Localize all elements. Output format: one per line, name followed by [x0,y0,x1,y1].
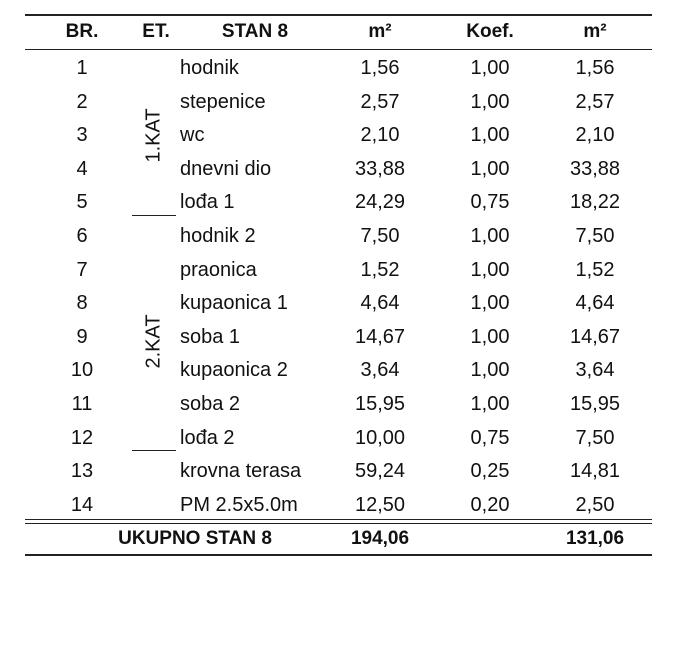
cell-m2-weighted: 2,10 [575,124,615,146]
cell-br: 12 [70,427,94,449]
cell-room-name: lođa 2 [180,427,235,449]
total-rule-upper [25,519,652,520]
cell-br: 11 [71,393,93,415]
cell-koef: 1,00 [470,225,510,247]
cell-m2-weighted: 2,50 [575,494,615,516]
cell-koef: 0,20 [470,494,510,516]
cell-br: 3 [76,124,88,146]
floor-label-1: 1.KAT [142,108,165,163]
total-m2-weighted: 131,06 [565,528,625,549]
floor-separator [132,450,176,451]
cell-m2: 59,24 [354,460,406,482]
bottom-rule [25,554,652,556]
floor-separator [132,215,176,216]
cell-m2-weighted: 15,95 [569,393,621,415]
total-rule-lower [25,523,652,524]
cell-room-name: wc [180,124,205,146]
cell-m2: 10,00 [354,427,406,449]
header-et: ET. [142,21,170,42]
cell-br: 4 [76,158,88,180]
cell-m2-weighted: 1,52 [575,259,615,281]
cell-m2-weighted: 18,22 [569,191,621,213]
cell-room-name: stepenice [180,91,266,113]
cell-room-name: PM 2.5x5.0m [180,494,298,516]
cell-m2: 1,56 [360,57,400,79]
cell-m2-weighted: 14,67 [569,326,621,348]
cell-koef: 0,75 [470,427,510,449]
cell-br: 10 [70,359,94,381]
cell-room-name: soba 2 [180,393,241,415]
cell-room-name: hodnik 2 [180,225,256,247]
cell-koef: 0,25 [470,460,510,482]
cell-room-name: lođa 1 [180,191,235,213]
cell-koef: 1,00 [470,158,510,180]
cell-m2-weighted: 3,64 [575,359,615,381]
cell-m2: 3,64 [360,359,400,381]
cell-br: 5 [76,191,88,213]
cell-br: 7 [76,259,88,281]
cell-koef: 1,00 [470,259,510,281]
cell-m2-weighted: 2,57 [575,91,615,113]
cell-koef: 1,00 [470,91,510,113]
cell-m2: 2,10 [360,124,400,146]
cell-br: 8 [76,292,88,314]
cell-room-name: hodnik [180,57,239,79]
cell-koef: 1,00 [470,393,510,415]
cell-koef: 1,00 [470,57,510,79]
cell-koef: 1,00 [470,359,510,381]
header-m2: m² [368,21,392,42]
cell-m2-weighted: 7,50 [575,225,615,247]
cell-br: 14 [70,494,94,516]
header-name: STAN 8 [221,21,289,42]
cell-koef: 1,00 [470,326,510,348]
cell-room-name: praonica [180,259,257,281]
cell-room-name: kupaonica 2 [180,359,288,381]
cell-m2: 4,64 [360,292,400,314]
cell-m2-weighted: 14,81 [569,460,621,482]
cell-m2: 24,29 [354,191,406,213]
cell-m2: 2,57 [360,91,400,113]
cell-m2-weighted: 4,64 [575,292,615,314]
header-m2-weighted: m² [583,21,607,42]
cell-room-name: soba 1 [180,326,241,348]
cell-br: 9 [76,326,88,348]
cell-m2-weighted: 33,88 [569,158,621,180]
cell-m2: 15,95 [354,393,406,415]
cell-room-name: kupaonica 1 [180,292,288,314]
header-rule [25,49,652,50]
cell-m2: 14,67 [354,326,406,348]
cell-m2: 7,50 [360,225,400,247]
cell-br: 13 [70,460,94,482]
cell-room-name: krovna terasa [180,460,302,482]
cell-koef: 0,75 [470,191,510,213]
cell-br: 1 [76,57,88,79]
total-m2: 194,06 [350,528,410,549]
cell-m2: 33,88 [354,158,406,180]
cell-br: 2 [76,91,88,113]
cell-m2-weighted: 1,56 [575,57,615,79]
floor-label-2: 2.KAT [142,314,165,369]
header-koef: Koef. [466,21,514,42]
top-rule [25,14,652,16]
cell-br: 6 [76,225,88,247]
cell-koef: 1,00 [470,292,510,314]
header-br: BR. [65,21,99,42]
cell-m2: 1,52 [360,259,400,281]
total-label: UKUPNO STAN 8 [118,528,272,549]
cell-m2-weighted: 7,50 [575,427,615,449]
cell-room-name: dnevni dio [180,158,272,180]
cell-koef: 1,00 [470,124,510,146]
cell-m2: 12,50 [354,494,406,516]
